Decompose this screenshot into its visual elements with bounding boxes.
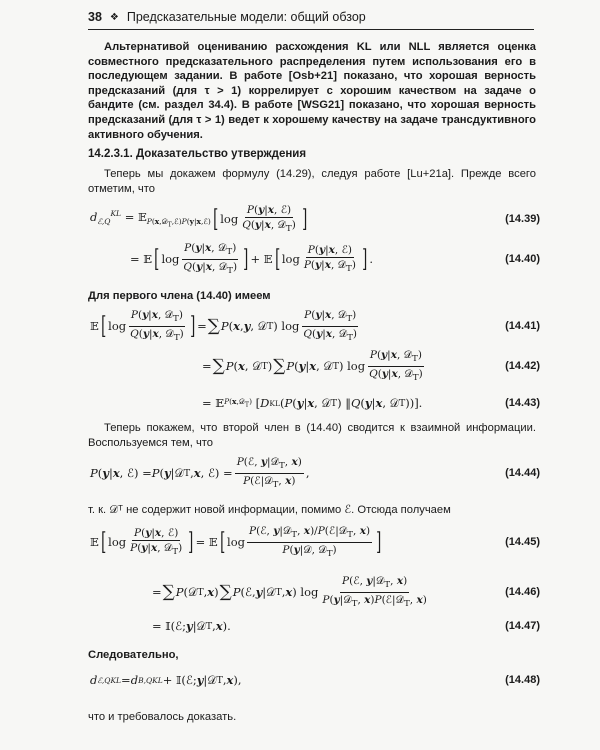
therefore-paragraph: Следовательно,	[88, 649, 179, 661]
equation-14-46: = ∑ P (𝒟 T , x ) ∑ P (ℰ, y |𝒟 T , x ) log $\frac{P(ℰ, y|𝒟_T, x)}{P(y|𝒟_T, x)P(ℰ|𝒟_T, x)}$ (14.46)	[90, 572, 540, 612]
eq-number: (14.40)	[505, 253, 540, 265]
equation-14-48: d ℰ,Q KL = d B,Q KL + 𝕀(ℰ; y |𝒟 T , x ), (14.48)	[90, 660, 540, 700]
header-rule	[88, 29, 534, 30]
equation-14-47: = 𝕀(ℰ; y |𝒟 T , x ). (14.47)	[90, 606, 540, 646]
eq-number: (14.43)	[505, 397, 540, 409]
proof-start-paragraph: Теперь мы докажем формулу (14.29), следуя работе [Lu+21a]. Прежде всего отметим, что	[88, 168, 536, 195]
diamond-icon: ❖	[109, 11, 119, 23]
eq-number: (14.41)	[505, 320, 540, 332]
chapter-title: Предсказательные модели: общий обзор	[126, 10, 366, 24]
eq-number: (14.44)	[505, 467, 540, 479]
equation-14-43: = 𝔼 P(x,𝒟$_T$) [ D KL ( P ( y | x , 𝒟 T ) ‖ Q ( y | x , 𝒟 T ))]. (14.43)	[90, 383, 540, 423]
intro-paragraph: Альтернативой оцениванию расхождения KL или NLL является оценка совместного предсказательного распределения путем использования его в последующем задании. В работе [Osb+21] показано, что хорошая верность предсказаний (для τ > 1) коррелирует с хорошим качеством на задаче о бандите (см. раздел 34.4). В работе [WSG21] показано, что хорошая верность предсказаний (для τ > 1) ведет к хорошему качеству на задаче трансдуктивного активного обучения.	[88, 41, 536, 141]
eq-number: (14.39)	[505, 213, 540, 225]
eq-number: (14.45)	[505, 536, 540, 548]
eq-number: (14.47)	[505, 620, 540, 632]
qed-paragraph: что и требовалось доказать.	[88, 711, 237, 723]
equation-14-44: P ( y | x , ℰ) = P ( y |𝒟 T , x , ℰ) = $\frac{P(ℰ, y|𝒟_T, x)}{P(ℰ|𝒟_T, x)}$ , (14.44)	[90, 453, 540, 493]
since-paragraph: т. к. 𝒟ᵀ не содержит новой информации, помимо ℰ. Отсюда получаем	[88, 504, 451, 516]
equation-14-42: = ∑ P ( x , 𝒟 T ) ∑ P ( y | x , 𝒟 T ) log $\frac{P(y|x, 𝒟_T)}{Q(y|x, 𝒟_T)}$ (14.42)	[90, 346, 540, 386]
equation-14-45: 𝔼 [ log $\frac{\text{P(y|x, ℰ)}}{P(y|x, 𝒟_T)}$ ] = 𝔼 [ log $\frac{P(ℰ, y|𝒟_T, x)/P(ℰ|𝒟_T, x)}{P(y|𝒟, 𝒟_T)}$ ] (14.45)	[90, 522, 540, 562]
eq-number: (14.42)	[505, 360, 540, 372]
equation-14-41: 𝔼 [ log $\frac{P(y|x, 𝒟_T)}{Q(y|x, 𝒟_T)}$ ] = ∑ P ( x , y , 𝒟 T ) log $\frac{P(y|x, 𝒟_T)}{Q(y|x, 𝒟_T)}$ (14.41)	[90, 306, 540, 346]
second-term-paragraph: Теперь покажем, что второй член в (14.40) сводится к взаимной информации. Воспользуемся тем, что	[88, 422, 536, 449]
equation-14-39: $d_{ℰ,Q}^{KL}$ = 𝔼$_{P(x,𝒟_T,ℰ)P(y|x,ℰ)}$ [ log $\frac{\text{P(y|x, ℰ)}}{Q(y|x, 𝒟_T)}$ ] (14.39)	[90, 199, 540, 239]
eq-number: (14.48)	[505, 674, 540, 686]
equation-14-40: = 𝔼 [ log $\frac{P(y|x, 𝒟_T)}{Q(y|x, 𝒟_T)}$ ] + 𝔼 [ log $\frac{\text{P(y|x, ℰ)}}{P(y|x, 𝒟_T)}$ ] . (14.40)	[90, 239, 540, 279]
first-term-paragraph: Для первого члена (14.40) имеем	[88, 290, 271, 302]
subsection-title: 14.2.3.1. Доказательство утверждения	[88, 148, 307, 160]
running-head	[88, 10, 530, 24]
page-number: 38	[88, 10, 102, 24]
eq-number: (14.46)	[505, 586, 540, 598]
